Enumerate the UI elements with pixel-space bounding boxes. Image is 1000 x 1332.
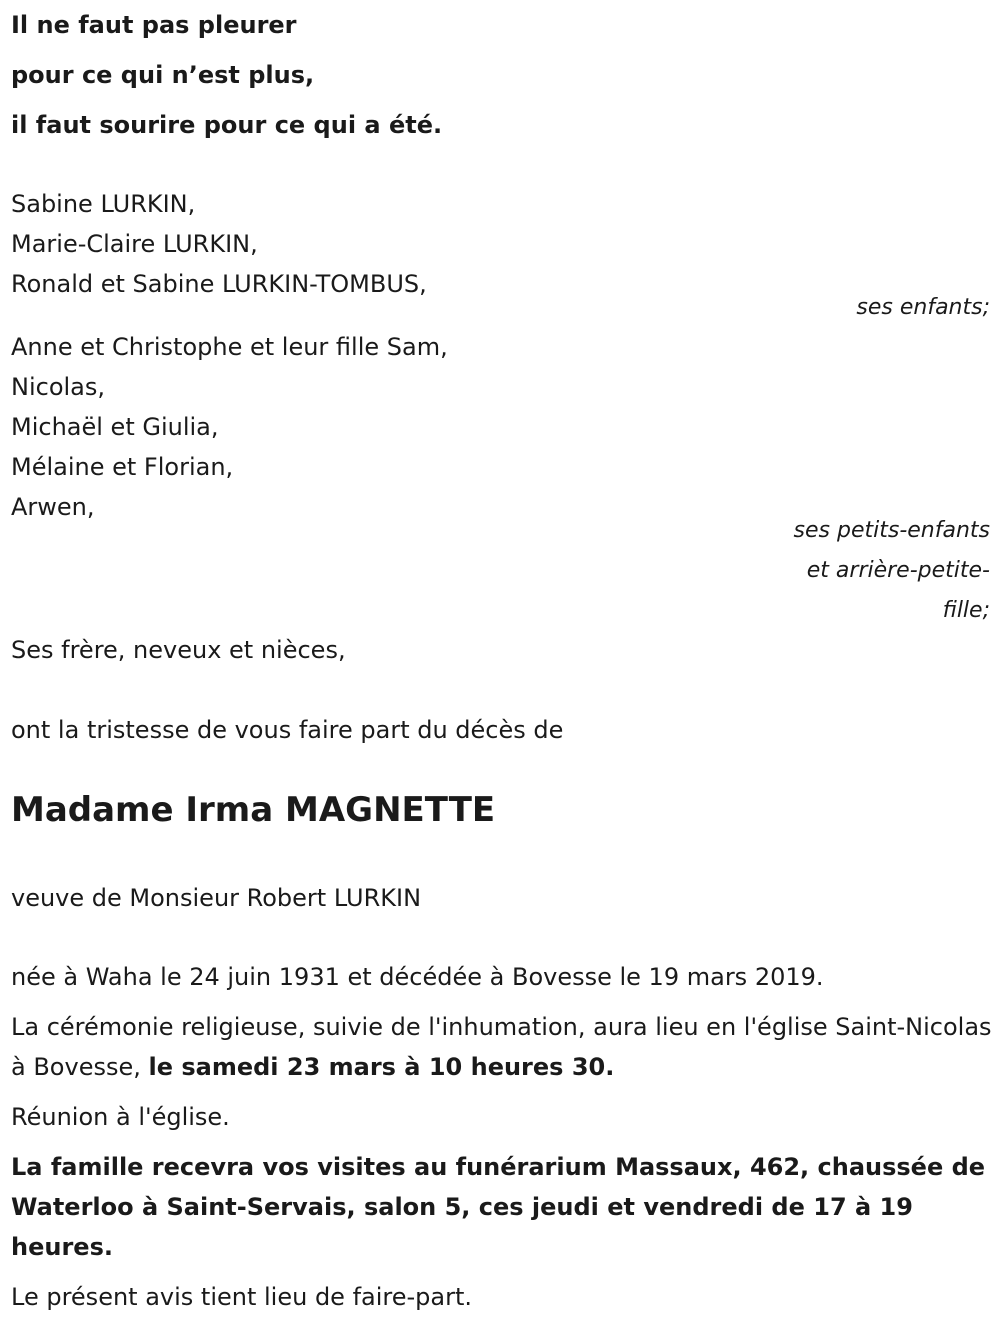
- closing-line: Le présent avis tient lieu de faire-part.: [11, 1283, 473, 1311]
- ceremony-datetime: le samedi 23 mars à 10 heures 30.: [148, 1053, 615, 1081]
- grandchildren-relation-line-2: et arrière-petite-: [806, 558, 990, 583]
- grandchild-name-1: Anne et Christophe et leur fille Sam,: [11, 333, 448, 361]
- ceremony-paragraph: [11, 1007, 993, 1087]
- grandchild-name-3: Michaël et Giulia,: [11, 413, 219, 441]
- children-relation: ses enfants;: [856, 295, 990, 320]
- widow-of-line: veuve de Monsieur Robert LURKIN: [11, 884, 422, 912]
- quote-line-1: Il ne faut pas pleurer: [11, 11, 297, 39]
- birth-death-line: née à Waha le 24 juin 1931 et décédée à Bovesse le 19 mars 2019.: [11, 963, 824, 991]
- child-name-1: Sabine LURKIN,: [11, 190, 196, 218]
- announcement-line: ont la tristesse de vous faire part du décès de: [11, 716, 564, 744]
- child-name-3: Ronald et Sabine LURKIN-TOMBUS,: [11, 270, 427, 298]
- child-name-2: Marie-Claire LURKIN,: [11, 230, 258, 258]
- grandchild-name-4: Mélaine et Florian,: [11, 453, 234, 481]
- quote-line-2: pour ce qui n’est plus,: [11, 61, 315, 89]
- ceremony-text: La cérémonie religieuse, suivie de l'inhumation, aura lieu en l'église Saint-Nicolas à Bovesse,: [11, 1013, 992, 1081]
- quote-line-3: il faut sourire pour ce qui a été.: [11, 111, 443, 139]
- meeting-line: Réunion à l'église.: [11, 1103, 230, 1131]
- grandchildren-relation-line-1: ses petits-enfants: [793, 518, 990, 543]
- siblings-line: Ses frère, neveux et nièces,: [11, 636, 346, 664]
- deceased-name: Madame Irma MAGNETTE: [11, 790, 496, 830]
- grandchildren-relation-line-3: fille;: [942, 598, 990, 623]
- grandchild-name-5: Arwen,: [11, 493, 95, 521]
- grandchild-name-2: Nicolas,: [11, 373, 106, 401]
- visits-paragraph: La famille recevra vos visites au funérarium Massaux, 462, chaussée de Waterloo à Saint-Servais, salon 5, ces jeudi et vendredi de 17 à 19 heures.: [11, 1153, 986, 1261]
